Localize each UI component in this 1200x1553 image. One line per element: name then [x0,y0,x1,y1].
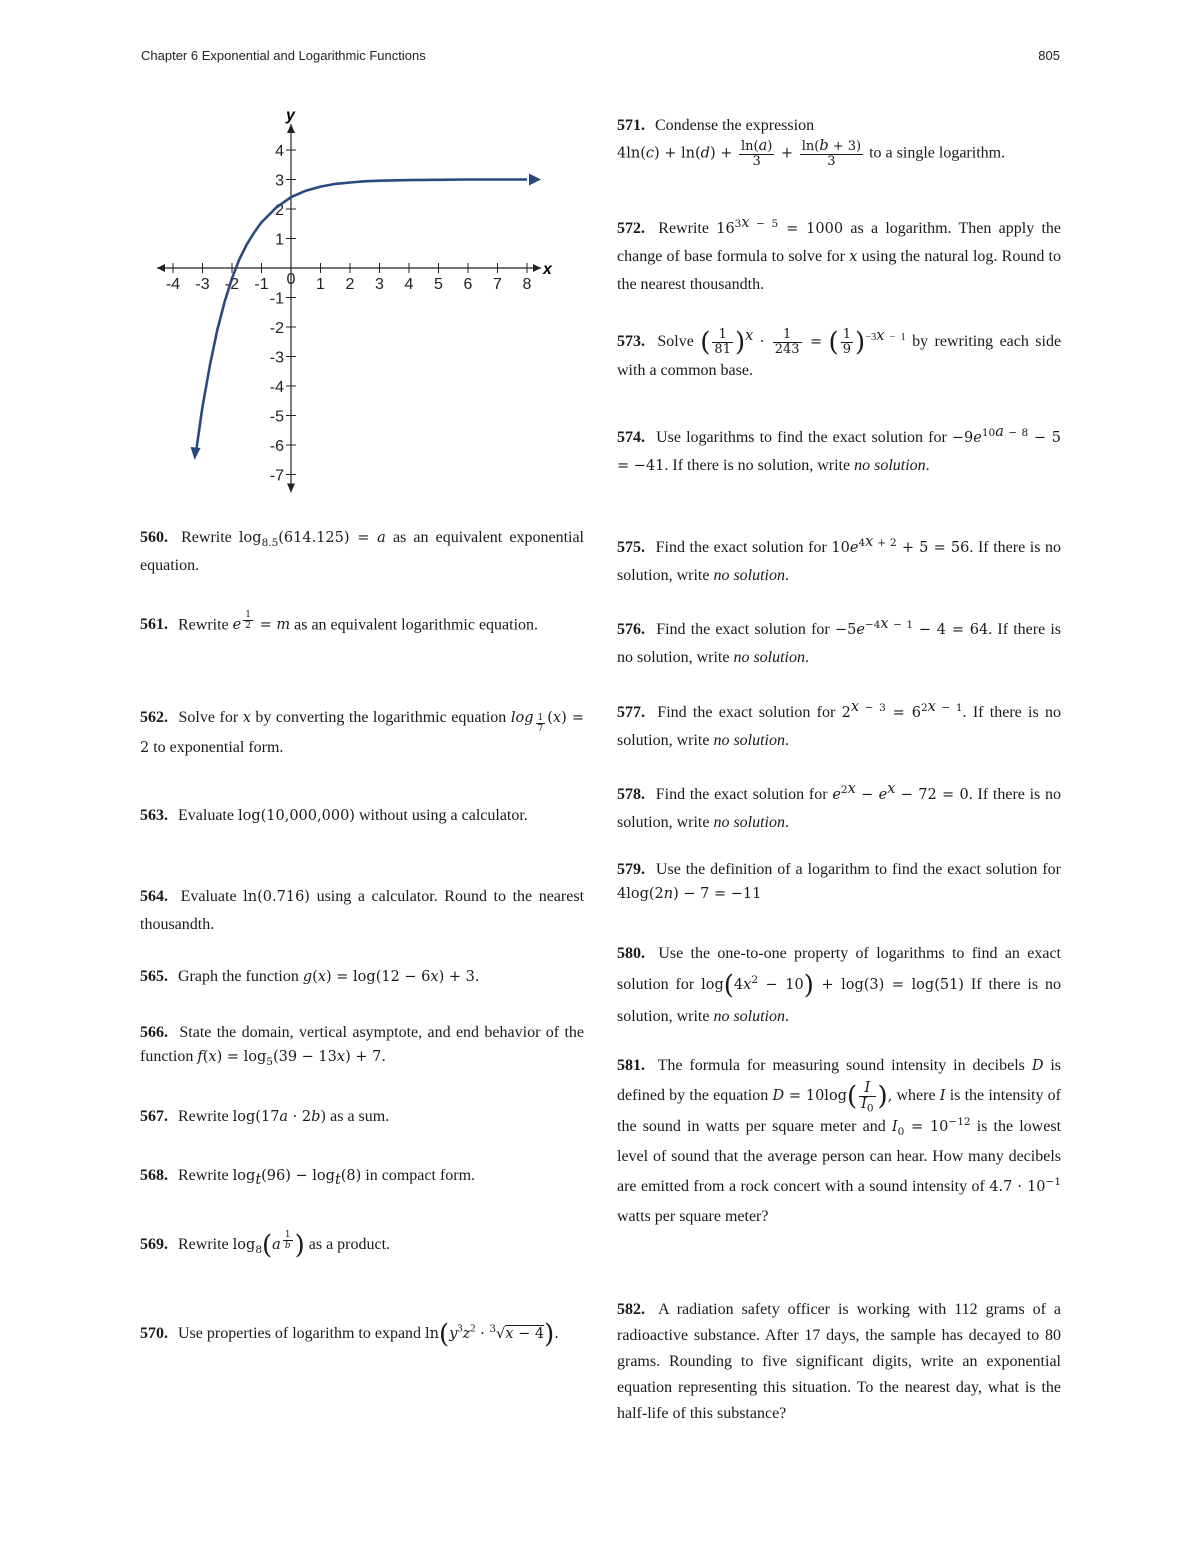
problem-number: 578. [617,786,645,803]
problem-number: 569. [140,1236,168,1254]
y-tick-label: -2 [269,320,284,337]
problem-number: 573. [617,333,645,351]
x-tick-label: 4 [404,276,414,293]
y-axis-arrow-down [287,484,295,493]
problem-568: 568. Rewrite $\log_t(96) - \log_t(8)$ in compact form. [140,1167,476,1188]
y-axis-arrow-up [287,124,295,133]
problem-567: 567. Rewrite log(17a · 2b) as a sum. [140,1108,390,1125]
problem-number: 582. [617,1301,645,1318]
problem-572: 572. Rewrite $16^{3x - 5} = 1000$ as a logarithm. Then apply the change of base formula to solve for x using the natural log. Round to the nearest thousandth. [617,215,1062,293]
problem-578: 578. Find the exact solution for $e^{2x} - e^x - 72 = 0$. If there is no solution, write no solution. [617,781,1062,831]
x-tick-label: 2 [345,276,355,293]
y-tick-label: -1 [269,290,284,308]
x-tick-label: -2 [224,276,240,293]
problem-570: 570. Use properties of logarithm to expand $\ln(y^3z^2 \cdot ^3√x - 4)$. [140,1319,559,1350]
problem-number: 567. [140,1108,168,1125]
y-tick-label: -4 [269,379,284,396]
x-axis-arrow-left [157,264,165,272]
y-tick-label: 1 [275,231,284,249]
problem-number: 579. [617,861,645,878]
problem-561: 561. Rewrite e $^{\frac{1}{2}}$ = m as an equivalent logarithmic equation. [140,610,539,634]
problem-580: 580. Use the one-to-one property of logarithms to find an exact solution for $\log(4x^2 - 10) + \log(3) = \log(51)$ If there is no solution, write no solution. [617,945,1062,1025]
x-tick-label: 8 [522,276,532,293]
problem-number: 580. [617,945,645,962]
x-tick-label: -3 [195,276,210,293]
y-tick-label: -7 [269,467,284,485]
problem-579: 579. Use the definition of a logarithm to find the exact solution for 4log(2n) − 7 = −11 [617,861,1062,902]
x-tick-label: 6 [463,276,473,293]
x-tick-label: 5 [434,276,443,293]
problem-565: 565. Graph the function g(x) = log(12 − 6x) + 3. [140,968,480,985]
problem-number: 577. [617,704,645,721]
problem-number: 568. [140,1167,168,1184]
problem-number: 562. [140,709,168,726]
y-tick-label: -5 [269,408,284,426]
problem-number: 572. [617,220,645,237]
problem-number: 576. [617,621,645,638]
problem-569: 569. Rewrite $\log_8(a$ $^{\frac{1}{b}}$ ) as a product. [140,1230,391,1261]
problem-number: 564. [140,888,168,905]
problem-number: 563. [140,807,168,824]
chapter-title: Chapter 6 Exponential and Logarithmic Functions [141,48,426,63]
problem-573: 573. Solve ( $\frac{1}{81}$ )$^x$ · $\frac{1}{243}$ = ( $\frac{1}{9}$ )$^{-3x - 1}$ by rewriting each side with a common base. [617,327,1062,379]
problem-562: 562. Solve for x by converting the logarithmic equation log $_{\frac{1}{7}}$ (x) = 2 to exponential form. [140,709,585,757]
problem-number: 566. [140,1024,168,1041]
problem-number: 571. [617,117,645,134]
y-tick-label: 3 [275,172,284,190]
problem-number: 570. [140,1325,168,1342]
problem-number: 575. [617,539,645,556]
x-axis-label: x [543,261,552,278]
curve-end-arrow [529,174,541,186]
problem-571: 571. Condense the expression 4ln(c) + ln(d) + $\frac{\ln(a)}{3}$ + $\frac{\ln(b + 3)}{3}$ to a single logarithm. [617,117,1006,169]
problem-number: 574. [617,429,645,446]
problem-576: 576. Find the exact solution for $-5e^{-4x - 1} - 4 = 64$. If there is no solution, write no solution. [617,616,1062,666]
problem-564: 564. Evaluate ln(0.716) using a calculator. Round to the nearest thousandth. [140,888,585,933]
x-tick-label: 0 [286,271,296,288]
x-tick-label: -4 [165,276,181,293]
problem-566: 566. State the domain, vertical asymptote, and end behavior of the function $f(x) = \log_5(39 - 13x) + 7$. [140,1024,584,1068]
y-tick-label: -6 [269,438,284,455]
function-graph [150,108,580,503]
problem-575: 575. Find the exact solution for $10e^{4x + 2} + 5 = 56$. If there is no solution, write no solution. [617,534,1062,584]
problem-577: 577. Find the exact solution for $2^{x - 3} = 6^{2x - 1}$. If there is no solution, write no solution. [617,699,1062,749]
problem-581: 581. The formula for measuring sound intensity in decibels D is defined by the equation D = 10log( $\frac{I}{I_0}$ ), where I is the intensity of the sound in watts per square meter and $I_0 = 10^{-12}$ is the lowest level of sound that the average person can hear. How many decibels are emitted from a rock concert with a sound intensity of $4.7 \cdot 10^{-1}$ watts per square meter? [617,1057,1062,1225]
y-tick-label: 4 [275,143,284,160]
x-tick-label: -1 [254,276,269,293]
problem-number: 565. [140,968,168,985]
page-number: 805 [1038,48,1060,63]
problem-563: 563. Evaluate log(10,000,000) without using a calculator. [140,807,528,824]
exponential-curve [197,180,527,448]
problem-560: 560. Rewrite $\log_{8.5}(614.125) = a$ as an equivalent exponential equation. [140,529,585,574]
curve-start-arrow [191,447,201,460]
y-tick-label: 2 [275,202,284,219]
problem-number: 581. [617,1057,645,1074]
x-axis-arrow-right [533,264,541,272]
x-tick-label: 1 [316,276,325,293]
y-axis-label: y [286,108,295,124]
problem-582: 582. A radiation safety officer is working with 112 grams of a radioactive substance. After 17 days, the sample has decayed to 80 grams. Rounding to five significant digits, write an exponential equation representing this situation. To the nearest day, what is the half-life of this substance? [617,1301,1062,1422]
y-tick-label: -3 [269,349,284,367]
problem-number: 560. [140,529,168,546]
problem-574: 574. Use logarithms to find the exact solution for $-9e^{10a - 8} - 5 = -41$. If there is no solution, write no solution. [617,424,1062,474]
x-tick-label: 7 [493,276,502,293]
x-tick-label: 3 [375,276,384,293]
problem-number: 561. [140,616,168,634]
